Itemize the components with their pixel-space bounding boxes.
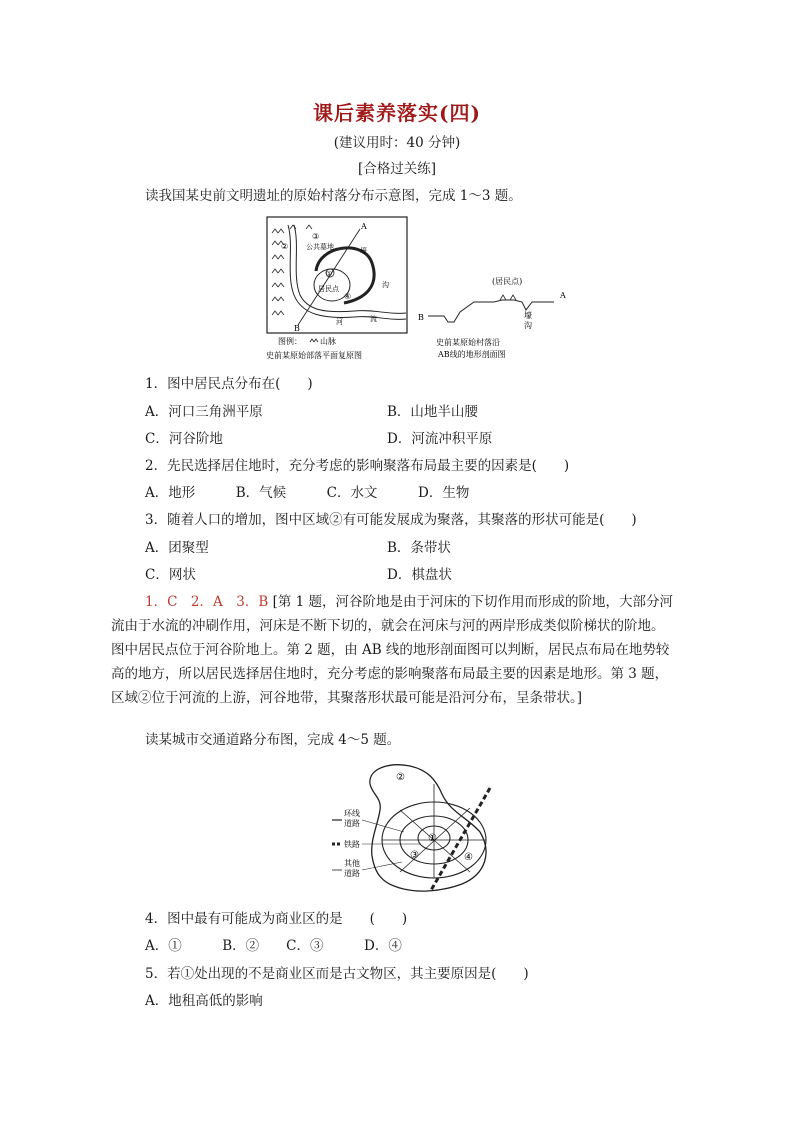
legend-other-1: 其他: [344, 859, 360, 868]
map-caption: 史前某原始部落平面复原图: [266, 351, 362, 360]
page-title: 课后素养落实(四): [313, 101, 481, 125]
q1-option-c: C．河谷阶地: [145, 431, 223, 447]
answer-line-1: [第 1 题，河谷阶地是由于河床的下切作用而形成的阶地，大部分河: [272, 594, 674, 610]
profile-gou: 沟: [524, 321, 532, 330]
profile-hao: 壕: [524, 311, 532, 320]
intro-2: 读某城市交通道路分布图，完成 4～5 题。: [145, 732, 401, 748]
figure-settlement-map: [264, 215, 414, 365]
q5-stem: 5．若①处出现的不是商业区而是古文物区，其主要原因是( ): [145, 966, 529, 982]
map-gou: 沟: [382, 281, 389, 289]
q3-option-c: C．网状: [145, 567, 196, 583]
answer-line-4: 高的地方，所以居民选择居住地时，充分考虑的影响聚落布局最主要的因素是地形。第 3 题，: [111, 666, 669, 682]
figure-city-traffic-map: [330, 760, 510, 900]
time-hint: (建议用时：40 分钟): [333, 135, 461, 151]
map-hao: 壕: [360, 247, 367, 255]
answer-explanation-1: [113, 590, 693, 710]
map-public-grave: 公共墓地: [306, 243, 334, 251]
legend-ring-1: 环线: [344, 809, 360, 818]
mountain-legend-icon: [310, 339, 318, 342]
map-legend: 图例：: [278, 337, 302, 346]
city-num-4: ④: [464, 852, 473, 863]
q3-option-d: D．棋盘状: [387, 567, 452, 583]
map-he: 河: [336, 318, 343, 326]
section-label: [合格过关练]: [357, 161, 437, 177]
intro-1: 读我国某史前文明遗址的原始村落分布示意图，完成 1～3 题。: [145, 188, 522, 204]
legend-other-2: 道路: [344, 869, 360, 878]
profile-settlement: (居民点): [492, 277, 523, 286]
map-num-4: ④: [344, 292, 352, 301]
map-legend-item: 山脉: [320, 337, 336, 346]
q4-stem: 4．图中最有可能成为商业区的是 ( ): [145, 911, 408, 927]
profile-caption-2: AB线的地形剖面图: [438, 350, 506, 359]
figure-ab-profile: [414, 272, 574, 364]
answer-line-3: 图中居民点位于河谷阶地上。第 2 题，由 AB 线的地形剖面图可以判断，居民点布局在地势较: [111, 642, 670, 658]
city-num-3: ③: [410, 850, 419, 861]
profile-label-b: B: [418, 313, 424, 322]
q1-option-a: A．河口三角洲平原: [145, 404, 263, 420]
map-label-a: A: [361, 222, 367, 231]
q1-option-d: D．河流冲积平原: [387, 431, 493, 447]
profile-caption-1: 史前某原始村落沿: [436, 338, 500, 347]
map-label-b: B: [294, 324, 300, 333]
q3-option-b: B．条带状: [387, 540, 451, 556]
profile-label-a: A: [560, 291, 566, 300]
q2-stem: 2．先民选择居住地时，充分考虑的影响聚落布局最主要的因素是( ): [145, 458, 570, 474]
legend-rail: 铁路: [344, 840, 360, 849]
q2-options: A．地形 B．气候 C．水文 D．生物: [145, 485, 470, 501]
map-settlement: 居民点: [318, 285, 339, 293]
q1-stem: 1．图中居民点分布在( ): [145, 376, 313, 392]
city-num-2: ②: [396, 772, 405, 783]
q4-options: A．① B．② C．③ D．④: [145, 938, 402, 954]
q3-stem: 3．随着人口的增加，图中区域②有可能发展成为聚落，其聚落的形状可能是( ): [145, 512, 637, 528]
map-num-1: ①: [326, 270, 333, 278]
answer-line-2: 流由于水流的冲刷作用，河床是不断下切的，就会在河床与河的两岸形成类似阶梯状的阶地。: [111, 618, 665, 634]
city-num-1: ①: [428, 833, 437, 844]
answer-line-5: 区域②位于河流的上游，河谷地带，其聚落形状最可能是沿河分布，呈条带状。]: [111, 690, 583, 706]
map-num-2: ②: [281, 242, 289, 251]
q3-option-a: A．团聚型: [145, 540, 209, 556]
legend-ring-2: 道路: [344, 819, 360, 828]
q1-option-b: B．山地半山腰: [387, 404, 478, 420]
answer-keys-1: 1．C 2．A 3．B: [145, 594, 269, 610]
map-gu: 流: [370, 315, 377, 323]
map-num-3: ③: [312, 232, 320, 241]
q5-option-a: A．地租高低的影响: [145, 993, 263, 1009]
